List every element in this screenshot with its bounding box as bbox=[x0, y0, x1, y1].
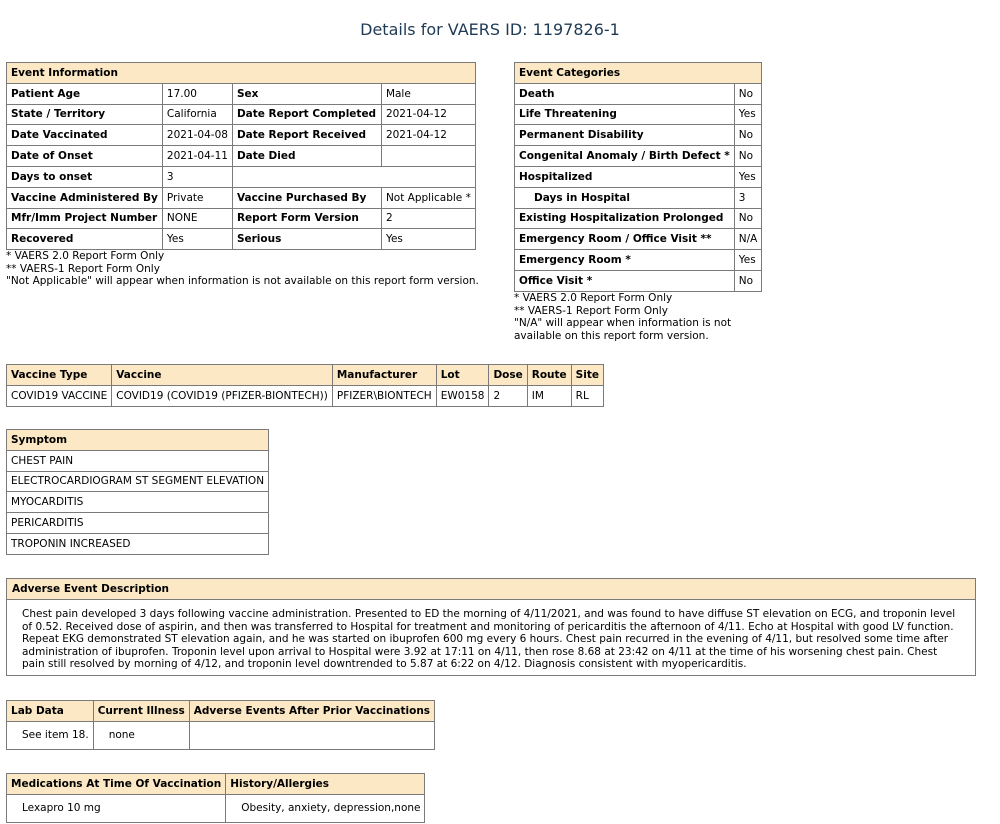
symptom-table bbox=[6, 429, 269, 555]
field-value bbox=[381, 146, 475, 167]
field-label: Report Form Version bbox=[232, 208, 381, 229]
category-value: Yes bbox=[734, 166, 762, 187]
event-categories-header: Event Categories bbox=[515, 63, 762, 84]
table-row bbox=[7, 146, 476, 167]
symptom-header: Symptom bbox=[7, 430, 269, 451]
table-row bbox=[7, 125, 476, 146]
table-header-row bbox=[7, 774, 425, 795]
table-row bbox=[515, 229, 762, 250]
field-label: Date Report Received bbox=[232, 125, 381, 146]
page-title: Details for VAERS ID: 1197826-1 bbox=[360, 20, 620, 39]
field-label: Date of Onset bbox=[7, 146, 163, 167]
table-row bbox=[7, 187, 476, 208]
empty-cell bbox=[232, 166, 475, 187]
table-row bbox=[515, 83, 762, 104]
symptom-item: TROPONIN INCREASED bbox=[7, 533, 269, 554]
column-header: Route bbox=[527, 365, 571, 386]
category-label: Emergency Room / Office Visit ** bbox=[515, 229, 735, 250]
category-label: Permanent Disability bbox=[515, 125, 735, 146]
field-label: Patient Age bbox=[7, 83, 163, 104]
footnote: ** VAERS-1 Report Form Only bbox=[6, 262, 160, 275]
footnote: "N/A" will appear when information is not bbox=[514, 317, 732, 329]
medications-value: Lexapro 10 mg bbox=[7, 794, 226, 822]
category-value: No bbox=[734, 83, 762, 104]
table-cell: RL bbox=[571, 385, 603, 406]
field-label: Serious bbox=[232, 229, 381, 250]
lab-data-value: See item 18. bbox=[7, 721, 94, 749]
field-label: Sex bbox=[232, 83, 381, 104]
adverse-event-description: Chest pain developed 3 days following vaccine administration. Presented to ED the morning of 4/11/2021, and was found to have diffuse ST elevation on ECG, and troponin level of 0.52. Received dose of aspirin, and then was transferred to Hospital for treatment and monitoring of pericarditis the afternoon of 4/11. Echo at Hospital with good LV function. Repeat EKG demonstrated ST elevation again, and he was started on ibuprofen 600 mg every 6 hours. Chest pain recurred in the evening of 4/11, but resolved some time after administration of ibuprofen. Troponin level upon arrival to Hospital were 3.92 at 17:11 on 4/11, then rose 8.68 at 23:42 on 4/11 at the time of his worsening chest pain. Chest pain still resolved by morning of 4/12, and troponin level downtrended to 5.87 at 6:22 on 4/12. Diagnosis consistent with myopericarditis. bbox=[22, 608, 956, 670]
table-row bbox=[515, 125, 762, 146]
category-label: Congenital Anomaly / Birth Defect * bbox=[515, 146, 735, 167]
field-value: 2 bbox=[381, 208, 475, 229]
field-label: Mfr/Imm Project Number bbox=[7, 208, 163, 229]
field-label: Date Died bbox=[232, 146, 381, 167]
table-row bbox=[515, 270, 762, 291]
field-value: 17.00 bbox=[162, 83, 232, 104]
table-cell: 2 bbox=[489, 385, 527, 406]
category-label: Office Visit * bbox=[515, 270, 735, 291]
column-header: Lot bbox=[436, 365, 489, 386]
footnote: ** VAERS-1 Report Form Only bbox=[514, 304, 668, 317]
event-information-header: Event Information bbox=[7, 63, 476, 84]
table-row bbox=[7, 492, 269, 513]
table-row bbox=[7, 83, 476, 104]
category-value: No bbox=[734, 208, 762, 229]
event-information-notes bbox=[6, 250, 479, 288]
vaccine-table bbox=[6, 364, 604, 407]
column-header: Dose bbox=[489, 365, 527, 386]
field-value: 2021-04-08 bbox=[162, 125, 232, 146]
field-value: California bbox=[162, 104, 232, 125]
column-header: History/Allergies bbox=[226, 774, 425, 795]
field-value: Private bbox=[162, 187, 232, 208]
table-row bbox=[7, 208, 476, 229]
category-value: 3 bbox=[734, 187, 762, 208]
column-header: Current Illness bbox=[93, 701, 189, 722]
table-row bbox=[7, 385, 604, 406]
field-value: 2021-04-12 bbox=[381, 104, 475, 125]
table-row bbox=[515, 104, 762, 125]
column-header: Vaccine bbox=[112, 365, 333, 386]
category-label: Emergency Room * bbox=[515, 250, 735, 271]
field-value: NONE bbox=[162, 208, 232, 229]
table-row bbox=[7, 471, 269, 492]
table-row bbox=[515, 146, 762, 167]
column-header: Vaccine Type bbox=[7, 365, 112, 386]
table-row bbox=[7, 450, 269, 471]
event-information-table bbox=[6, 62, 476, 250]
table-row bbox=[515, 250, 762, 271]
history-allergies-value: Obesity, anxiety, depression,none bbox=[226, 794, 425, 822]
table-row bbox=[7, 513, 269, 534]
symptom-item: MYOCARDITIS bbox=[7, 492, 269, 513]
category-value: No bbox=[734, 270, 762, 291]
adverse-event-header: Adverse Event Description bbox=[7, 579, 975, 600]
category-label: Days in Hospital bbox=[515, 187, 735, 208]
table-row bbox=[7, 104, 476, 125]
column-header: Manufacturer bbox=[332, 365, 436, 386]
field-label: Recovered bbox=[7, 229, 163, 250]
field-value: 3 bbox=[162, 166, 232, 187]
table-row bbox=[7, 166, 476, 187]
category-label: Existing Hospitalization Prolonged bbox=[515, 208, 735, 229]
table-row bbox=[7, 533, 269, 554]
table-header-row bbox=[7, 365, 604, 386]
field-label: Vaccine Administered By bbox=[7, 187, 163, 208]
footnote: * VAERS 2.0 Report Form Only bbox=[6, 250, 165, 262]
table-row bbox=[515, 208, 762, 229]
symptom-item: PERICARDITIS bbox=[7, 513, 269, 534]
prior-vaccination-events-value bbox=[189, 721, 434, 749]
table-cell: PFIZER\BIONTECH bbox=[332, 385, 436, 406]
category-label: Life Threatening bbox=[515, 104, 735, 125]
column-header: Site bbox=[571, 365, 603, 386]
event-categories-notes bbox=[514, 292, 731, 342]
lab-data-table bbox=[6, 700, 435, 750]
category-value: No bbox=[734, 146, 762, 167]
column-header: Adverse Events After Prior Vaccinations bbox=[189, 701, 434, 722]
table-cell: IM bbox=[527, 385, 571, 406]
table-row bbox=[7, 229, 476, 250]
field-label: Vaccine Purchased By bbox=[232, 187, 381, 208]
column-header: Lab Data bbox=[7, 701, 94, 722]
footnote: available on this report form version. bbox=[514, 329, 709, 342]
table-cell: COVID19 (COVID19 (PFIZER-BIONTECH)) bbox=[112, 385, 333, 406]
table-cell: EW0158 bbox=[436, 385, 489, 406]
event-categories-table bbox=[514, 62, 762, 292]
field-value: Not Applicable * bbox=[381, 187, 475, 208]
medications-table bbox=[6, 773, 425, 823]
footnote: "Not Applicable" will appear when information is not available on this report form version. bbox=[6, 275, 479, 287]
column-header: Medications At Time Of Vaccination bbox=[7, 774, 226, 795]
field-label: State / Territory bbox=[7, 104, 163, 125]
symptom-item: ELECTROCARDIOGRAM ST SEGMENT ELEVATION bbox=[7, 471, 269, 492]
table-cell: COVID19 VACCINE bbox=[7, 385, 112, 406]
field-value: Yes bbox=[162, 229, 232, 250]
adverse-event-section bbox=[6, 578, 976, 676]
field-label: Date Report Completed bbox=[232, 104, 381, 125]
field-value: Male bbox=[381, 83, 475, 104]
category-value: Yes bbox=[734, 250, 762, 271]
field-value: 2021-04-12 bbox=[381, 125, 475, 146]
category-label: Death bbox=[515, 83, 735, 104]
field-value: 2021-04-11 bbox=[162, 146, 232, 167]
category-value: Yes bbox=[734, 104, 762, 125]
field-value: Yes bbox=[381, 229, 475, 250]
symptom-item: CHEST PAIN bbox=[7, 450, 269, 471]
footnote: * VAERS 2.0 Report Form Only bbox=[514, 292, 673, 304]
current-illness-value: none bbox=[93, 721, 189, 749]
table-row bbox=[515, 187, 762, 208]
category-value: N/A bbox=[734, 229, 762, 250]
table-header-row bbox=[7, 701, 435, 722]
table-row bbox=[7, 721, 435, 749]
field-label: Days to onset bbox=[7, 166, 163, 187]
table-row bbox=[515, 166, 762, 187]
table-row bbox=[7, 794, 425, 822]
category-label: Hospitalized bbox=[515, 166, 735, 187]
category-value: No bbox=[734, 125, 762, 146]
field-label: Date Vaccinated bbox=[7, 125, 163, 146]
